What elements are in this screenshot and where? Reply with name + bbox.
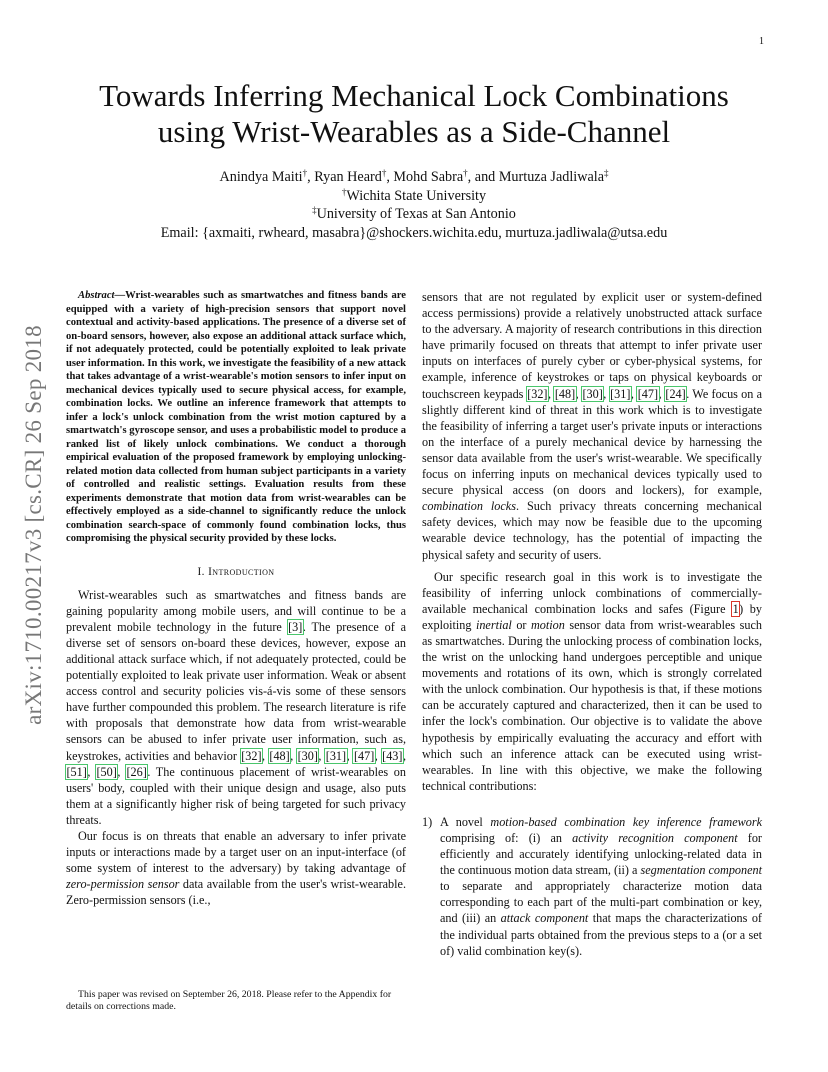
list-item-number: 1) [422, 814, 433, 829]
arxiv-identifier-text: arXiv:1710.00217v3 [cs.CR] 26 Sep 2018 [21, 325, 47, 725]
author-names: Anindya Maiti†, Ryan Heard†, Mohd Sabra†, and Murtuza Jadliwala‡ [219, 168, 609, 185]
author-name: Ryan Heard [314, 169, 382, 185]
citation-link[interactable]: [30] [582, 386, 603, 401]
citation-link[interactable]: [24] [665, 386, 686, 401]
citation-link[interactable]: [3] [288, 619, 303, 634]
abstract-text: —Wrist-wearables such as smartwatches and fitness bands are equipped with a variety of high-precision sensors that support novel contextual and activity-based applications. The presence of a diverse set of on-board sensors, however, also expose an additional attack surface which, if not adequately protected, could be potentially exploited to leak private user information. In this work, we investigate the feasibility of a new attack that takes advantage of a wrist-wearable's motion sensors to infer input on mechanical devices typically used to secure physical access, for example, combination locks. We outline an inference framework that attempts to infer a lock's unlock combination from the wrist motion captured by a smartwatch's gyroscope sensor, and uses a probabilistic model to produce a ranked list of likely unlock combinations. We conduct a thorough empirical evaluation of the proposed framework by employing unlocking-related motion data collected from human subject participants in a variety of controlled and realistic settings. Evaluation results from these experiments demonstrate that motion data from wrist-wearables can be effectively employed as a side-channel to significantly reduce the unlock combination search-space of commonly found combination locks, thus compromising the physical security provided by these locks. [66, 290, 406, 544]
section-heading-introduction: I. Introduction [197, 565, 275, 578]
citation-link[interactable]: [31] [325, 748, 347, 763]
figure-link[interactable]: 1 [732, 601, 739, 616]
citation-link[interactable]: [31] [610, 386, 631, 401]
citation-link[interactable]: [26] [126, 764, 147, 779]
affiliation-1: †Wichita State University [341, 186, 487, 204]
paper-title: Towards Inferring Mechanical Lock Combinations using Wrist-Wearables as a Side-Channel [99, 78, 729, 149]
citation-link[interactable]: [51] [66, 764, 87, 779]
left-column [66, 289, 406, 908]
author-name: Anindya Maiti [219, 169, 303, 185]
footnote-text: This paper was revised on September 26, 2018. Please refer to the Appendix for details on corrections made. [66, 989, 392, 1012]
citation-link[interactable]: [43] [382, 748, 403, 763]
list-item: 1) A novel motion-based combination key inference framework comprising of: (i) an activity recognition component for efficiently and accurately identifying unlocking-related data in the continuous motion data stream, (ii) a segmentation component to separate and appropriately characterize motion data corresponding to each part of the multi-part combination or key, and (iii) an attack component that maps the characterizations of the individual parts obtained from the previous steps to a (or a set of) valid combination key(s). [422, 814, 762, 958]
citation-link[interactable]: [32] [527, 386, 548, 401]
citation-link[interactable]: [48] [554, 386, 576, 401]
right-paragraph-2: Our specific research goal in this work is to investigate the feasibility of inferring unlock combinations of commercially-available mechanical combination locks and safes (Figure 1) by exploiting inertial or motion sensor data from wrist-wearables such as smartwatches. During the unlocking process of combination locks, the wrist on the unlocking hand undergoes perceptible and unique movements and rotations of its own, which is strongly correlated with the unlock combination. Our hypothesis is that, if these motions can be accurately captured and characterized, then it can be used to infer the lock's combination. Our objective is to validate the above hypothesis by empirically evaluating the accuracy and effort with which such an inference attack can be executed using wrist-wearables. In line with this objective, we make the following technical contributions: [422, 569, 763, 793]
citation-link[interactable]: [50] [96, 764, 117, 779]
footnote [66, 989, 406, 1013]
author-name: Mohd Sabra [393, 169, 464, 185]
page-number: 1 [759, 36, 764, 47]
affiliation-2: ‡University of Texas at San Antonio [312, 205, 516, 222]
right-paragraph-1: sensors that are not regulated by explicit user or system-defined access permissions) provide a relatively unobstructed attack surface to the adversary. A majority of research contributions in this direction have primarily focused on threats that attempt to infer private user inputs on interfaces of purely cyber or cyber-physical systems, for example, inference of keystrokes or taps on physical keyboards or touchscreen keypads [32], [48], [30], [31], [47], [24]. We focus on a slightly different kind of threat in this work which is to investigate the feasibility of inferring a target user's private inputs or interactions on the interface of a purely mechanical device by harnessing the sensor data available from the user's wrist-wearable. We specifically focus on inferring inputs on mechanical devices typically used to secure physical access (on doors and lockers), for example, combination locks. Such privacy threats concerning mechanical safety devices, which may now be feasible due to the upcoming wearable device technology, has the potential of impacting the physical safety and security of users. [422, 290, 763, 562]
author-emails: Email: {axmaiti, rwheard, masabra}@shockers.wichita.edu, murtuza.jadliwala@utsa.edu [160, 224, 668, 241]
right-column [422, 289, 762, 959]
abstract-label: Abstract [78, 290, 115, 301]
intro-paragraph-2: Our focus is on threats that enable an adversary to infer private inputs or interactions made by a target user on an input-interface (of some system of interest to the adversary) by taking advantage of zero-permission sensor data available from the user's wrist-wearable. Zero-permission sensors (i.e., [66, 829, 406, 908]
arxiv-identifier-stamp [22, 285, 46, 765]
citation-link[interactable]: [47] [637, 386, 659, 401]
citation-link[interactable]: [48] [269, 748, 290, 763]
author-block [70, 168, 758, 242]
citation-link[interactable]: [30] [297, 748, 318, 763]
citation-link[interactable]: [32] [241, 748, 262, 763]
contributions-list [422, 814, 762, 959]
author-name: Murtuza Jadliwala [498, 169, 604, 185]
intro-paragraph-1: Wrist-wearables such as smartwatches and fitness bands are gaining popularity among mobile users, and will continue to be a prevalent mobile technology in the future [3]. The presence of a diverse set of sensors on-board these devices, however, expose an additional attack surface which, if not adequately protected, could be potentially exploited to leak private user information. Weak or absent access control and security policies vis-á-vis some of these sensors have further compounded this problem. The research literature is rife with proposals that demonstrate how data from wrist-wearable sensors can be abused to infer private user information, such as, keystrokes, activities and behavior [32], [48], [30], [31], [47], [43], [51], [50], [26]. The continuous placement of wrist-wearables on users' body, coupled with their unique design and usage, also puts them at a significantly higher risk of being targeted for such privacy threats. [66, 587, 407, 827]
abstract [66, 289, 406, 546]
citation-link[interactable]: [47] [353, 748, 375, 763]
